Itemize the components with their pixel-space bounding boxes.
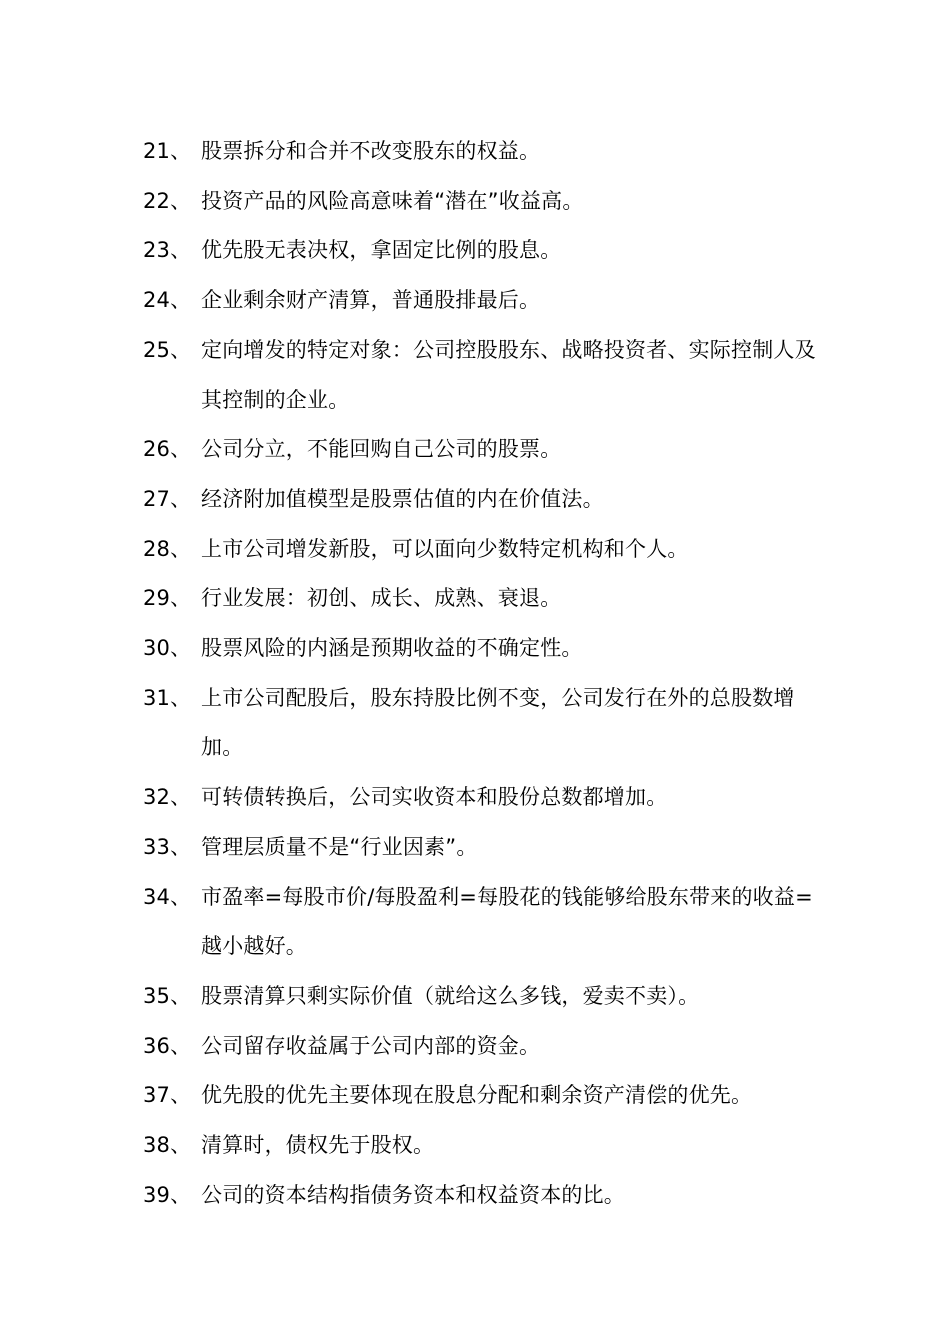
item-number: 23、 xyxy=(143,238,192,263)
list-item xyxy=(143,276,823,326)
list-item xyxy=(143,177,823,227)
item-number: 29、 xyxy=(143,586,192,611)
item-number: 25、 xyxy=(143,337,192,362)
item-text: 公司分立，不能回购自己公司的股票。 xyxy=(201,437,562,462)
item-text: 优先股的优先主要体现在股息分配和剩余资产清偿的优先。 xyxy=(201,1083,753,1108)
item-number: 31、 xyxy=(143,685,192,710)
list-item xyxy=(143,1022,823,1072)
item-number: 33、 xyxy=(143,834,192,859)
list-item xyxy=(143,326,823,425)
list-item xyxy=(143,525,823,575)
item-text: 可转债转换后，公司实收资本和股份总数都增加。 xyxy=(201,785,668,810)
item-text: 上市公司增发新股，可以面向少数特定机构和个人。 xyxy=(201,536,689,561)
item-number: 36、 xyxy=(143,1033,192,1058)
list-item xyxy=(143,1121,823,1171)
list-item xyxy=(143,773,823,823)
item-number: 27、 xyxy=(143,486,192,511)
item-text: 优先股无表决权，拿固定比例的股息。 xyxy=(201,238,562,263)
list-item xyxy=(143,475,823,525)
item-number: 21、 xyxy=(143,139,192,163)
item-text: 企业剩余财产清算，普通股排最后。 xyxy=(201,288,541,313)
item-text: 投资产品的风险高意味着“潜在”收益高。 xyxy=(201,188,584,213)
list-item xyxy=(143,624,823,674)
item-text: 管理层质量不是“行业因素”。 xyxy=(201,834,478,859)
list-item xyxy=(143,674,823,773)
item-number: 24、 xyxy=(143,288,192,313)
item-text: 上市公司配股后，股东持股比例不变，公司发行在外的总股数增加。 xyxy=(201,685,795,760)
item-number: 30、 xyxy=(143,636,192,661)
list-item xyxy=(143,823,823,873)
item-number: 26、 xyxy=(143,437,192,462)
list-item xyxy=(143,425,823,475)
list-item xyxy=(143,574,823,624)
item-text: 公司留存收益属于公司内部的资金。 xyxy=(201,1033,541,1058)
list-item xyxy=(143,226,823,276)
item-number: 37、 xyxy=(143,1083,192,1108)
item-number: 22、 xyxy=(143,188,192,213)
list-item xyxy=(143,1171,823,1221)
item-text: 经济附加值模型是股票估值的内在价值法。 xyxy=(201,486,604,511)
item-number: 39、 xyxy=(143,1182,192,1207)
list-item xyxy=(143,1071,823,1121)
item-text: 公司的资本结构指债务资本和权益资本的比。 xyxy=(201,1182,625,1207)
item-number: 35、 xyxy=(143,983,192,1008)
item-number: 28、 xyxy=(143,536,192,561)
item-text: 股票清算只剩实际价值（就给这么多钱，爱卖不卖）。 xyxy=(201,983,700,1008)
list-item xyxy=(143,127,823,177)
list-item xyxy=(143,972,823,1022)
item-text: 清算时，债权先于股权。 xyxy=(201,1133,435,1158)
item-text: 定向增发的特定对象：公司控股股东、战略投资者、实际控制人及其控制的企业。 xyxy=(201,337,816,412)
item-text: 股票拆分和合并不改变股东的权益。 xyxy=(201,139,541,163)
list-item xyxy=(143,873,823,972)
item-text: 市盈率=每股市价/每股盈利=每股花的钱能够给股东带来的收益=越小越好。 xyxy=(201,884,813,959)
item-number: 34、 xyxy=(143,884,192,909)
numbered-list xyxy=(143,127,823,1220)
item-number: 38、 xyxy=(143,1133,192,1158)
item-text: 股票风险的内涵是预期收益的不确定性。 xyxy=(201,636,583,661)
item-number: 32、 xyxy=(143,785,192,810)
item-text: 行业发展：初创、成长、成熟、衰退。 xyxy=(201,586,562,611)
